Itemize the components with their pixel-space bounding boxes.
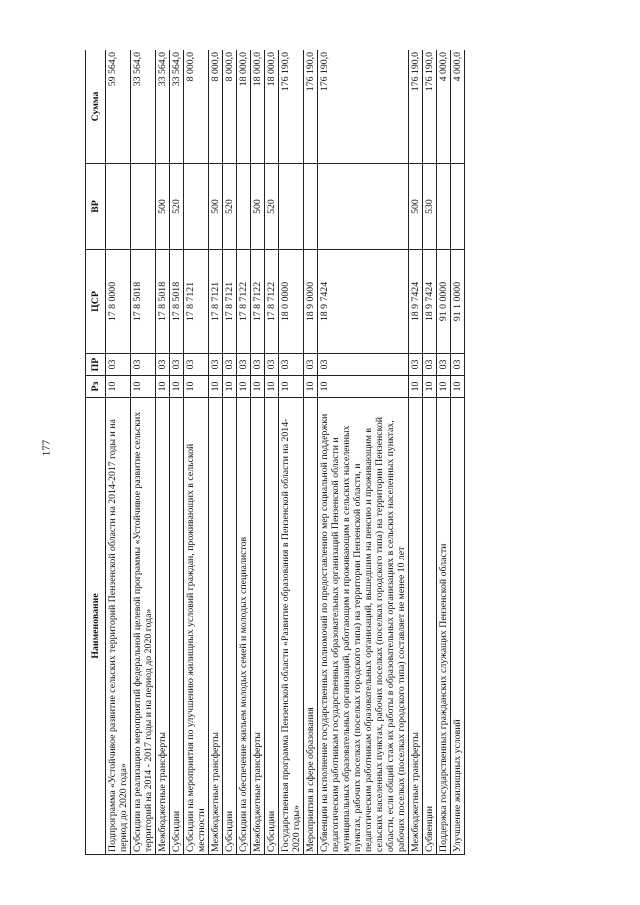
row-vr-cell: 520 <box>265 164 279 250</box>
rotated-page <box>85 50 555 855</box>
table-row <box>279 50 304 855</box>
budget-table <box>85 50 465 855</box>
row-rz-cell: 10 <box>251 376 265 398</box>
row-rz-cell: 10 <box>170 376 184 398</box>
table-row <box>318 50 409 855</box>
row-rz-cell: 10 <box>451 376 465 398</box>
table-row <box>304 50 318 855</box>
row-rz-cell: 10 <box>318 376 409 398</box>
row-sum-cell: 33 564,0 <box>156 50 170 164</box>
header-sum: Сумма <box>86 50 106 164</box>
row-vr-cell: 500 <box>409 164 423 250</box>
header-vr: ВР <box>86 164 106 250</box>
row-pr-cell: 03 <box>437 354 451 376</box>
header-pr: ПР <box>86 354 106 376</box>
row-sum-cell: 176 190,0 <box>423 50 437 164</box>
row-name-cell: Субсидии <box>170 398 184 855</box>
row-name-cell: Межбюджетные трансферты <box>209 398 223 855</box>
row-vr-cell <box>106 164 131 250</box>
row-sum-cell: 33 564,0 <box>131 50 156 164</box>
row-pr-cell: 03 <box>106 354 131 376</box>
header-rz: Рз <box>86 376 106 398</box>
row-rz-cell: 10 <box>184 376 209 398</box>
row-pr-cell: 03 <box>131 354 156 376</box>
row-name-cell: Субсидии на мероприятия по улучшению жилищных условий граждан, проживающих в сельской местности <box>184 398 209 855</box>
table-row <box>209 50 223 855</box>
table-row <box>423 50 437 855</box>
row-vr-cell <box>184 164 209 250</box>
row-vr-cell: 500 <box>156 164 170 250</box>
row-pr-cell: 03 <box>184 354 209 376</box>
row-vr-cell <box>131 164 156 250</box>
row-pr-cell: 03 <box>237 354 251 376</box>
row-csr-cell: 17 8 7121 <box>184 250 209 354</box>
row-name-cell: Улучшение жилищных условий <box>451 398 465 855</box>
row-csr-cell: 18 9 0000 <box>304 250 318 354</box>
row-sum-cell: 176 190,0 <box>279 50 304 164</box>
table-row <box>106 50 131 855</box>
row-sum-cell: 33 564,0 <box>170 50 184 164</box>
row-name-cell: Мероприятия в сфере образования <box>304 398 318 855</box>
row-rz-cell: 10 <box>223 376 237 398</box>
header-name: Наименование <box>86 398 106 855</box>
table-row <box>251 50 265 855</box>
row-rz-cell: 10 <box>237 376 251 398</box>
row-name-cell: Субсидии на обеспечение жильем молодых семей и молодых специалистов <box>237 398 251 855</box>
table-header-row <box>86 50 106 855</box>
row-sum-cell: 176 190,0 <box>304 50 318 164</box>
table-row <box>237 50 251 855</box>
row-vr-cell <box>451 164 465 250</box>
row-rz-cell: 10 <box>106 376 131 398</box>
row-csr-cell: 17 8 7122 <box>265 250 279 354</box>
row-rz-cell: 10 <box>265 376 279 398</box>
row-vr-cell: 500 <box>209 164 223 250</box>
table-row <box>223 50 237 855</box>
row-rz-cell: 10 <box>156 376 170 398</box>
row-sum-cell: 176 190,0 <box>318 50 409 164</box>
table-row <box>170 50 184 855</box>
table-row <box>265 50 279 855</box>
row-rz-cell: 10 <box>409 376 423 398</box>
row-name-cell: Субвенции на исполнение государственных полномочий по предоставлению мер социальной поддержки педагогическим работникам государственных образовательных организаций Пензенской области и муниципальных образовательных организаций, работающим и проживающим в сельских населенных пунктах, рабочих поселках (поселках городского типа) на территории Пензенской области, и педагогическим работникам образовательных организаций, вышедшим на пенсию и проживающим в сельских населенных пунктах, рабочих поселках (поселках городского типа) на территории Пензенской области, если общий стаж их работы в образовательных организациях в сельских населенных пунктах, рабочих поселках (поселках городского типа) составляет не менее 10 лет <box>318 398 409 855</box>
row-rz-cell: 10 <box>279 376 304 398</box>
row-vr-cell <box>279 164 304 250</box>
row-sum-cell: 176 190,0 <box>409 50 423 164</box>
row-sum-cell: 8 000,0 <box>209 50 223 164</box>
row-vr-cell: 530 <box>423 164 437 250</box>
row-csr-cell: 91 0 0000 <box>437 250 451 354</box>
row-rz-cell: 10 <box>423 376 437 398</box>
row-pr-cell: 03 <box>451 354 465 376</box>
row-pr-cell: 03 <box>251 354 265 376</box>
table-row <box>409 50 423 855</box>
row-name-cell: Субсидии на реализацию мероприятий федеральной целевой программы «Устойчивое развитие сельских территорий на 2014 - 2017 годы и на период до 2020 года» <box>131 398 156 855</box>
row-sum-cell: 8 000,0 <box>184 50 209 164</box>
row-csr-cell: 18 9 7424 <box>318 250 409 354</box>
table-row <box>156 50 170 855</box>
row-name-cell: Межбюджетные трансферты <box>251 398 265 855</box>
row-name-cell: Субвенции <box>423 398 437 855</box>
row-vr-cell <box>237 164 251 250</box>
row-rz-cell: 10 <box>304 376 318 398</box>
row-pr-cell: 03 <box>265 354 279 376</box>
row-sum-cell: 4 000,0 <box>451 50 465 164</box>
row-csr-cell: 17 8 0000 <box>106 250 131 354</box>
row-pr-cell: 03 <box>279 354 304 376</box>
row-csr-cell: 17 8 7122 <box>237 250 251 354</box>
row-pr-cell: 03 <box>223 354 237 376</box>
row-rz-cell: 10 <box>209 376 223 398</box>
row-csr-cell: 17 8 5018 <box>131 250 156 354</box>
row-sum-cell: 4 000,0 <box>437 50 451 164</box>
row-vr-cell <box>437 164 451 250</box>
row-csr-cell: 18 9 7424 <box>423 250 437 354</box>
row-pr-cell: 03 <box>156 354 170 376</box>
row-pr-cell: 03 <box>318 354 409 376</box>
row-csr-cell: 17 8 5018 <box>170 250 184 354</box>
row-sum-cell: 18 000,0 <box>237 50 251 164</box>
header-csr: ЦСР <box>86 250 106 354</box>
row-name-cell: Субсидии <box>265 398 279 855</box>
row-name-cell: Межбюджетные трансферты <box>156 398 170 855</box>
row-csr-cell: 18 0 0000 <box>279 250 304 354</box>
rotated-content <box>85 50 555 855</box>
row-pr-cell: 03 <box>304 354 318 376</box>
row-csr-cell: 18 9 7424 <box>409 250 423 354</box>
row-vr-cell: 520 <box>223 164 237 250</box>
row-csr-cell: 17 8 7121 <box>209 250 223 354</box>
row-sum-cell: 59 564,0 <box>106 50 131 164</box>
page-number: 177 <box>40 439 53 457</box>
row-name-cell: Межбюджетные трансферты <box>409 398 423 855</box>
row-csr-cell: 17 8 7121 <box>223 250 237 354</box>
row-csr-cell: 17 8 7122 <box>251 250 265 354</box>
row-name-cell: Подпрограмма «Устойчивое развитие сельских территорий Пензенской области на 2014-2017 годы и на период до 2020 года» <box>106 398 131 855</box>
table-row <box>437 50 451 855</box>
row-pr-cell: 03 <box>170 354 184 376</box>
row-pr-cell: 03 <box>423 354 437 376</box>
row-rz-cell: 10 <box>437 376 451 398</box>
row-sum-cell: 8 000,0 <box>223 50 237 164</box>
row-vr-cell: 500 <box>251 164 265 250</box>
row-vr-cell: 520 <box>170 164 184 250</box>
row-csr-cell: 17 8 5018 <box>156 250 170 354</box>
row-pr-cell: 03 <box>409 354 423 376</box>
table-row <box>184 50 209 855</box>
row-vr-cell <box>318 164 409 250</box>
table-body <box>106 50 465 855</box>
row-name-cell: Субсидии <box>223 398 237 855</box>
row-vr-cell <box>304 164 318 250</box>
row-rz-cell: 10 <box>131 376 156 398</box>
row-sum-cell: 18 000,0 <box>251 50 265 164</box>
table-row <box>131 50 156 855</box>
row-pr-cell: 03 <box>209 354 223 376</box>
table-row <box>451 50 465 855</box>
row-csr-cell: 91 1 0000 <box>451 250 465 354</box>
row-name-cell: Государственная программа Пензенской области «Развитие образования в Пензенской области на 2014-2020 годы» <box>279 398 304 855</box>
row-name-cell: Поддержка государственных гражданских служащих Пензенской области <box>437 398 451 855</box>
row-sum-cell: 18 000,0 <box>265 50 279 164</box>
